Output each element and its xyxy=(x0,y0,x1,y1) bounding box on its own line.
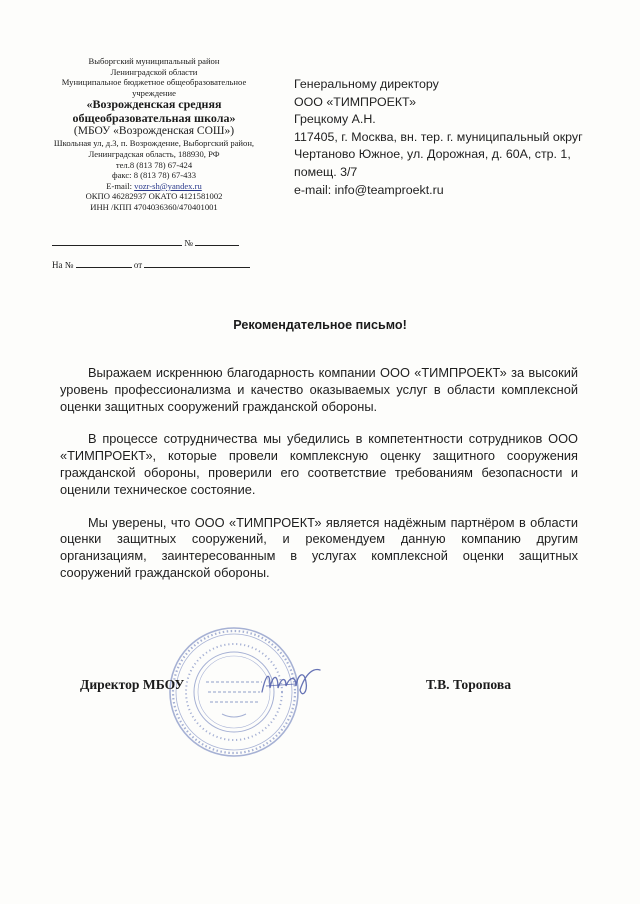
addressee-position: Генеральному директору xyxy=(294,77,439,91)
reference-date-blank xyxy=(144,258,250,268)
school-address-1: Школьная ул, д.3, п. Возрождение, Выборгский район, xyxy=(53,138,255,149)
addressee-address-3: помещ. 3/7 xyxy=(294,164,358,179)
registration-number-blank xyxy=(195,236,239,246)
letterhead xyxy=(30,56,278,213)
reference-number-line xyxy=(52,258,262,271)
letterhead-district: Выборгский муниципальный район xyxy=(88,56,220,66)
registration-date-blank xyxy=(52,236,182,246)
addressee-name: Грецкому А.Н. xyxy=(294,112,376,127)
reference-from-label: от xyxy=(133,260,143,270)
addressee-email: e-mail: info@teamproekt.ru xyxy=(294,182,444,197)
school-okpo: ОКПО 46282937 ОКАТО 4121581002 xyxy=(85,191,223,202)
email-link[interactable]: vozr-sh@yandex.ru xyxy=(134,180,202,191)
body-paragraph-2: В процессе сотрудничества мы убедились в компетентности сотрудников ООО «ТИМПРОЕКТ», которые провели комплексную оценку защитного сооружения гражданской обороны, проверили его соответствие требованиям безопасности и оценили техническое состояние. xyxy=(60,431,578,497)
registration-number-line xyxy=(52,236,248,249)
addressee-address-2: Чертаново Южное, ул. Дорожная, д. 60А, стр. 1, xyxy=(294,147,571,162)
school-email xyxy=(30,181,278,192)
body-paragraph-1: Выражаем искреннюю благодарность компании ООО «ТИМПРОЕКТ» за высокий уровень профессионализма и качество оказываемых услуг в области комплексной оценки защитных сооружений гражданской обороны. xyxy=(60,365,578,414)
letterhead-institution-type-2: учреждение xyxy=(132,87,176,98)
handwritten-signature xyxy=(256,662,326,702)
letterhead-institution-type: Муниципальное бюджетное общеобразовательное xyxy=(61,77,247,88)
addressee-company: ООО «ТИМПРОЕКТ» xyxy=(294,94,416,109)
body-paragraph-3: Мы уверены, что ООО «ТИМПРОЕКТ» является надёжным партнёром в области оценки защитных сооружений, и рекомендуем данную компанию другим организациям, заинтересованным в услугах комплексной оценки защитных сооружений гражданской обороны. xyxy=(60,514,578,580)
email-label: E-mail: xyxy=(106,180,132,191)
school-name-line-1: «Возрожденская средняя xyxy=(86,97,222,112)
reference-number-label: На № xyxy=(52,260,74,270)
school-inn: ИНН /КПП 4704036360/470401001 xyxy=(90,201,218,212)
school-fax: факс: 8 (813 78) 67-433 xyxy=(112,170,196,181)
school-address-2: Ленинградская область, 188930, РФ xyxy=(88,148,220,159)
letterhead-region: Ленинградской области xyxy=(110,66,198,77)
school-name-line-2: общеобразовательная школа» xyxy=(72,110,236,125)
registration-number-sign: № xyxy=(184,238,193,248)
school-short-name: (МБОУ «Возрожденская СОШ») xyxy=(73,125,235,138)
letter-title: Рекомендательное письмо! xyxy=(233,318,407,332)
signatory-position: Директор МБОУ xyxy=(80,677,185,692)
addressee-address-1: 117405, г. Москва, вн. тер. г. муниципальный округ xyxy=(294,129,583,144)
reference-number-blank xyxy=(76,258,132,268)
addressee-block xyxy=(294,76,624,199)
letter-body xyxy=(60,365,578,598)
school-phone: тел.8 (813 78) 67-424 xyxy=(115,159,193,170)
signatory-name: Т.В. Торопова xyxy=(426,677,512,692)
